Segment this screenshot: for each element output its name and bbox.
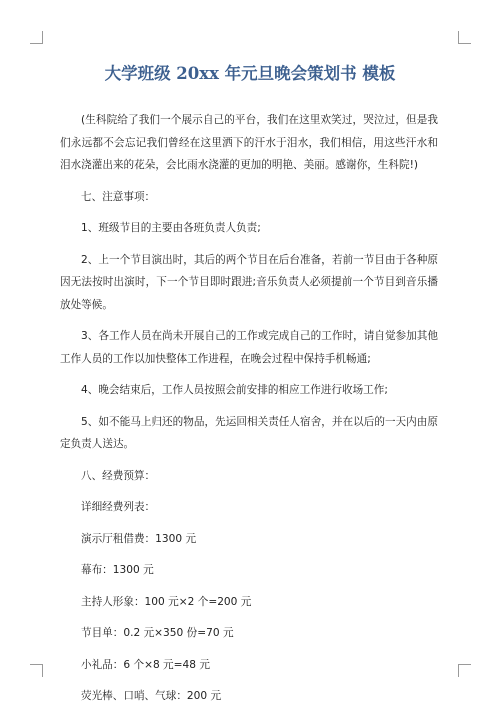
note-item-1: 1、班级节目的主要由各班负责人负责; bbox=[81, 222, 261, 234]
budget-list-heading: 详细经费列表： bbox=[81, 501, 156, 513]
document-body bbox=[60, 109, 438, 708]
note-item-3: 3、各工作人员在尚未开展自己的工作或完成自己的工作时，请自觉参加其他工作人员的工作以加快整体工作进程，在晚会过程中保持手机畅通; bbox=[60, 330, 438, 365]
budget-item-props: 荧光棒、口哨、气球：200 元 bbox=[81, 690, 222, 702]
section-heading-budget: 八、经费预算： bbox=[81, 469, 156, 482]
budget-item-program: 节目单：0.2 元×350 份=70 元 bbox=[81, 627, 234, 639]
crop-mark-top-right bbox=[458, 31, 471, 44]
section-heading-notes: 七、注意事项： bbox=[81, 190, 156, 203]
note-item-2: 2、上一个节目演出时，其后的两个节目在后台准备，若前一节目由于各种原因无法按时出演时，下一个节目即时跟进;音乐负责人必须提前一个节目到音乐播放处等候。 bbox=[60, 253, 438, 311]
note-item-5: 5、如不能马上归还的物品，先运回相关责任人宿舍，并在以后的一天内由原定负责人送达。 bbox=[60, 415, 438, 450]
intro-paragraph: (生科院给了我们一个展示自己的平台，我们在这里欢笑过，哭泣过，但是我们永远都不会忘记我们曾经在这里洒下的汗水于泪水，我们相信，用这些汗水和泪水浇灌出来的花朵，会比雨水浇灌的更加的明艳、美丽。感谢你，生科院!) bbox=[60, 114, 438, 171]
budget-item-gifts: 小礼品：6 个×8 元=48 元 bbox=[81, 658, 210, 671]
budget-item-host: 主持人形象：100 元×2 个=200 元 bbox=[81, 595, 252, 608]
note-item-4: 4、晚会结束后，工作人员按照会前安排的相应工作进行收场工作; bbox=[81, 384, 388, 396]
budget-item-hall: 演示厅租借费：1300 元 bbox=[81, 532, 197, 545]
document-title: 大学班级 20xx 年元旦晚会策划书 模板 bbox=[104, 64, 396, 83]
crop-mark-bottom-left bbox=[30, 664, 43, 677]
budget-item-curtain: 幕布：1300 元 bbox=[81, 564, 154, 576]
crop-mark-bottom-right bbox=[458, 664, 471, 677]
crop-mark-top-left bbox=[30, 31, 43, 44]
